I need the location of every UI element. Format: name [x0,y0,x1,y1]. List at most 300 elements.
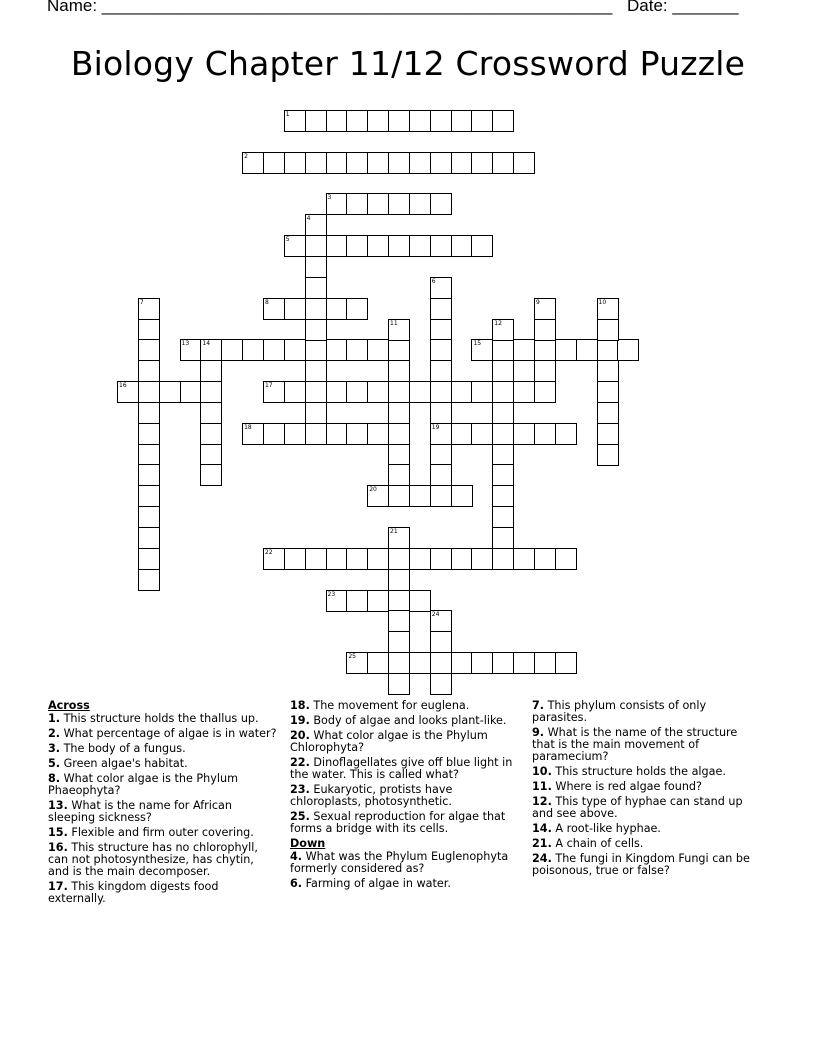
grid-cell[interactable] [534,381,556,403]
grid-cell[interactable] [138,527,160,549]
grid-cell[interactable] [492,381,514,403]
clue-item [290,730,520,754]
clue-item [290,811,520,835]
clue-number: 16 [119,382,127,390]
clue-number: 3 [327,194,332,202]
grid-cell[interactable] [367,548,389,570]
grid-cell[interactable] [388,319,410,341]
grid-cell[interactable] [451,548,473,570]
grid-cell[interactable] [513,652,535,674]
grid-cell[interactable] [305,402,327,424]
clue-item-number: 21. [532,837,552,850]
clue-item-number: 2. [48,727,61,740]
grid-cell[interactable] [492,339,514,361]
grid-cell[interactable] [242,152,264,174]
clue-item [48,842,278,878]
clue-item-number: 1. [48,712,61,725]
grid-cell[interactable] [138,506,160,528]
grid-cell[interactable] [180,339,202,361]
grid-cell[interactable] [409,152,431,174]
grid-cell[interactable] [576,339,598,361]
name-field-label[interactable]: Name: ______________________________________________________ [47,0,613,15]
clue-number: 9 [536,298,540,306]
grid-cell[interactable] [138,444,160,466]
grid-cell[interactable] [409,110,431,132]
grid-cell[interactable] [346,652,368,674]
grid-cell[interactable] [200,360,222,382]
grid-cell[interactable] [409,381,431,403]
down-heading: Down [290,837,326,850]
clue-number: 19 [431,423,440,431]
clue-item-text: Green algae's habitat. [60,757,188,770]
clue-number: 25 [348,653,356,661]
grid-cell[interactable] [430,235,452,257]
grid-cell[interactable] [305,298,327,320]
grid-cell[interactable] [326,110,348,132]
grid-cell[interactable] [305,214,327,236]
grid-cell[interactable] [388,610,410,632]
grid-cell[interactable] [451,235,473,257]
grid-cell[interactable] [492,444,514,466]
grid-cell[interactable] [263,381,285,403]
grid-cell[interactable] [492,402,514,424]
grid-cell[interactable] [430,464,452,486]
grid-cell[interactable] [534,652,556,674]
grid-cell[interactable] [471,423,493,445]
grid-cell[interactable] [492,527,514,549]
grid-cell[interactable] [180,381,202,403]
grid-cell[interactable] [534,360,556,382]
grid-cell[interactable] [159,381,181,403]
grid-cell[interactable] [305,110,327,132]
grid-cell[interactable] [200,464,222,486]
clue-number: 22 [264,548,273,556]
grid-cell[interactable] [451,381,473,403]
grid-cell[interactable] [305,423,327,445]
clue-item-text: The fungi in Kingdom Fungi can be poisonous, true or false? [532,852,750,877]
clue-item-number: 20. [290,729,310,742]
clue-item-number: 13. [48,799,68,812]
clue-item-text: Eukaryotic, protists have chloroplasts, photosynthetic. [290,783,453,808]
grid-cell[interactable] [388,673,410,695]
grid-cell[interactable] [388,193,410,215]
clue-item [48,728,278,740]
grid-cell[interactable] [555,652,577,674]
clue-column-2 [290,700,520,893]
grid-cell[interactable] [492,464,514,486]
grid-cell[interactable] [367,110,389,132]
clue-number: 7 [139,298,144,306]
clue-item-number: 15. [48,826,68,839]
clue-item-text: The body of a fungus. [60,742,186,755]
clue-item-text: Body of algae and looks plant-like. [309,714,507,727]
date-field-label[interactable]: Date: _______ [627,0,739,15]
grid-cell[interactable] [430,444,452,466]
grid-cell[interactable] [597,339,619,361]
grid-cell[interactable] [555,423,577,445]
clue-item-number: 19. [290,714,310,727]
grid-cell[interactable] [451,652,473,674]
clue-item [48,758,278,770]
grid-cell[interactable] [597,444,619,466]
grid-cell[interactable] [597,319,619,341]
grid-cell[interactable] [471,381,493,403]
grid-cell[interactable] [200,444,222,466]
clue-number: 1 [285,111,290,118]
grid-cell[interactable] [388,527,410,549]
clue-number: 11 [390,319,398,327]
grid-cell[interactable] [430,298,452,320]
clue-item-text: What color algae is the Phylum Chlorophyta? [290,729,488,754]
grid-cell[interactable] [388,152,410,174]
grid-cell[interactable] [471,548,493,570]
grid-cell[interactable] [263,339,285,361]
grid-cell[interactable] [284,152,306,174]
grid-cell[interactable] [326,298,348,320]
grid-cell[interactable] [346,298,368,320]
grid-cell[interactable] [430,402,452,424]
clue-item-number: 9. [532,726,545,739]
grid-cell[interactable] [471,235,493,257]
grid-cell[interactable] [346,339,368,361]
grid-cell[interactable] [367,485,389,507]
grid-cell[interactable] [451,423,473,445]
grid-cell[interactable] [388,110,410,132]
clue-item-text: This structure has no chlorophyll, can not photosynthesize, has chytin, and is the main decomposer. [48,841,258,878]
grid-cell[interactable] [388,548,410,570]
grid-cell[interactable] [534,339,556,361]
grid-cell[interactable] [138,339,160,361]
grid-cell[interactable] [388,485,410,507]
clue-number: 15 [473,340,482,348]
grid-cell[interactable] [326,590,348,612]
grid-cell[interactable] [326,339,348,361]
grid-cell[interactable] [430,423,452,445]
grid-cell[interactable] [409,590,431,612]
grid-cell[interactable] [367,652,389,674]
clue-number: 12 [494,319,502,327]
grid-cell[interactable] [326,235,348,257]
grid-cell[interactable] [305,235,327,257]
grid-cell[interactable] [263,423,285,445]
page-title: Biology Chapter 11/12 Crossword Puzzle [70,44,746,83]
grid-cell[interactable] [388,631,410,653]
grid-cell[interactable] [326,548,348,570]
grid-cell[interactable] [284,381,306,403]
grid-cell[interactable] [326,152,348,174]
grid-cell[interactable] [284,548,306,570]
grid-cell[interactable] [200,402,222,424]
grid-cell[interactable] [221,339,243,361]
grid-cell[interactable] [430,485,452,507]
grid-cell[interactable] [200,423,222,445]
grid-cell[interactable] [367,590,389,612]
grid-cell[interactable] [388,235,410,257]
across-heading: Across [48,699,90,712]
grid-cell[interactable] [388,381,410,403]
grid-cell[interactable] [451,152,473,174]
grid-cell[interactable] [138,423,160,445]
grid-cell[interactable] [409,485,431,507]
grid-cell[interactable] [597,381,619,403]
grid-cell[interactable] [138,548,160,570]
clue-item-text: What percentage of algae is in water? [60,727,277,740]
clue-item-number: 7. [532,699,545,712]
grid-cell[interactable] [409,193,431,215]
grid-cell[interactable] [534,298,556,320]
grid-cell[interactable] [451,485,473,507]
clue-number: 23 [327,590,336,598]
grid-cell[interactable] [326,381,348,403]
clue-item-text: This type of hyphae can stand up and see above. [532,795,743,820]
grid-cell[interactable] [305,339,327,361]
grid-cell[interactable] [117,381,139,403]
grid-cell[interactable] [492,110,514,132]
clue-number: 14 [202,340,211,348]
grid-cell[interactable] [492,360,514,382]
grid-cell[interactable] [263,152,285,174]
clue-item-text: What is the name for African sleeping sickness? [48,799,232,824]
clue-item-number: 17. [48,880,68,893]
grid-cell[interactable] [367,339,389,361]
grid-cell[interactable] [200,339,222,361]
grid-cell[interactable] [430,631,452,653]
grid-cell[interactable] [346,423,368,445]
grid-cell[interactable] [513,152,535,174]
clue-item-text: Sexual reproduction for algae that forms a bridge with its cells. [290,810,506,835]
grid-cell[interactable] [284,423,306,445]
grid-cell[interactable] [305,256,327,278]
grid-cell[interactable] [263,548,285,570]
grid-cell[interactable] [471,110,493,132]
clue-item-number: 16. [48,841,68,854]
grid-cell[interactable] [367,193,389,215]
clue-item [290,715,520,727]
grid-cell[interactable] [430,339,452,361]
grid-cell[interactable] [346,235,368,257]
grid-cell[interactable] [430,110,452,132]
clue-item [532,766,762,778]
grid-cell[interactable] [430,193,452,215]
clue-item-text: This kingdom digests food externally. [48,880,219,905]
clue-item-text: The movement for euglena. [309,699,470,712]
grid-cell[interactable] [430,381,452,403]
grid-cell[interactable] [597,423,619,445]
clue-item-number: 4. [290,850,303,863]
grid-cell[interactable] [555,548,577,570]
clue-column-1 [48,700,278,908]
grid-cell[interactable] [346,152,368,174]
grid-cell[interactable] [284,235,306,257]
clue-item [532,796,762,820]
grid-cell[interactable] [305,277,327,299]
clue-item [48,827,278,839]
grid-cell[interactable] [430,319,452,341]
grid-cell[interactable] [534,548,556,570]
grid-cell[interactable] [346,381,368,403]
grid-cell[interactable] [388,402,410,424]
grid-cell[interactable] [492,652,514,674]
grid-cell[interactable] [200,381,222,403]
clue-item-text: This phylum consists of only parasites. [532,699,707,724]
grid-cell[interactable] [430,652,452,674]
clue-item-text: This structure holds the thallus up. [60,712,259,725]
clue-number: 2 [244,152,248,160]
grid-cell[interactable] [388,360,410,382]
grid-cell[interactable] [326,193,348,215]
grid-cell[interactable] [242,339,264,361]
grid-cell[interactable] [305,548,327,570]
clue-number: 10 [598,298,607,306]
grid-cell[interactable] [430,673,452,695]
grid-cell[interactable] [409,548,431,570]
grid-cell[interactable] [367,235,389,257]
grid-cell[interactable] [597,402,619,424]
clue-item-text: A root-like hyphae. [551,822,661,835]
clue-item-number: 11. [532,780,552,793]
grid-cell[interactable] [138,360,160,382]
grid-cell[interactable] [305,381,327,403]
grid-cell[interactable] [534,423,556,445]
grid-cell[interactable] [555,339,577,361]
clue-item-text: A chain of cells. [551,837,644,850]
clue-item-number: 12. [532,795,552,808]
grid-cell[interactable] [388,423,410,445]
grid-cell[interactable] [367,381,389,403]
grid-cell[interactable] [346,193,368,215]
grid-cell[interactable] [513,339,535,361]
clue-item [532,700,762,724]
clue-number: 8 [264,298,269,306]
grid-cell[interactable] [284,110,306,132]
grid-cell[interactable] [138,485,160,507]
grid-cell[interactable] [388,652,410,674]
grid-cell[interactable] [388,444,410,466]
clue-number: 20 [369,486,377,494]
grid-cell[interactable] [138,464,160,486]
clue-item [290,757,520,781]
grid-cell[interactable] [305,319,327,341]
clue-item-number: 6. [290,877,303,890]
grid-cell[interactable] [346,548,368,570]
clue-item [48,773,278,797]
grid-cell[interactable] [388,590,410,612]
grid-cell[interactable] [597,298,619,320]
grid-cell[interactable] [492,485,514,507]
grid-cell[interactable] [367,423,389,445]
clue-number: 4 [306,215,311,223]
grid-cell[interactable] [346,590,368,612]
clue-number: 17 [264,382,273,390]
grid-cell[interactable] [367,152,389,174]
grid-cell[interactable] [430,548,452,570]
clue-item-text: Where is red algae found? [551,780,702,793]
clue-item-number: 24. [532,852,552,865]
clue-number: 18 [244,423,252,431]
grid-cell[interactable] [492,506,514,528]
clue-item [290,851,520,875]
grid-cell[interactable] [617,339,639,361]
grid-cell[interactable] [305,152,327,174]
grid-cell[interactable] [326,423,348,445]
grid-cell[interactable] [388,339,410,361]
grid-cell[interactable] [388,569,410,591]
grid-cell[interactable] [471,152,493,174]
grid-cell[interactable] [138,381,160,403]
clue-item-text: What was the Phylum Euglenophyta formerly considered as? [290,850,509,875]
clue-item [532,727,762,763]
clue-item-text: Flexible and firm outer covering. [67,826,254,839]
clue-item [290,700,520,712]
clue-item-text: Dinoflagellates give off blue light in the water. This is called what? [290,756,513,781]
clue-item [532,823,762,835]
clue-item [290,878,520,890]
clue-item-number: 10. [532,765,552,778]
grid-cell[interactable] [138,319,160,341]
clue-item-number: 25. [290,810,310,823]
clue-item-number: 3. [48,742,61,755]
clue-item [48,881,278,905]
grid-cell[interactable] [305,360,327,382]
grid-cell[interactable] [138,298,160,320]
clue-item [48,713,278,725]
grid-cell[interactable] [430,277,452,299]
grid-cell[interactable] [513,381,535,403]
clue-item-number: 8. [48,772,61,785]
clue-column-3 [532,700,762,880]
grid-cell[interactable] [388,464,410,486]
grid-cell[interactable] [492,319,514,341]
grid-cell[interactable] [346,110,368,132]
grid-cell[interactable] [430,360,452,382]
clue-item-text: What is the name of the structure that is the main movement of paramecium? [532,726,738,763]
grid-cell[interactable] [409,652,431,674]
grid-cell[interactable] [534,319,556,341]
grid-cell[interactable] [597,360,619,382]
grid-cell[interactable] [492,423,514,445]
grid-cell[interactable] [284,339,306,361]
grid-cell[interactable] [409,235,431,257]
grid-cell[interactable] [263,298,285,320]
grid-cell[interactable] [284,298,306,320]
clue-number: 21 [390,528,398,535]
grid-cell[interactable] [471,339,493,361]
grid-cell[interactable] [492,152,514,174]
grid-cell[interactable] [430,610,452,632]
grid-cell[interactable] [471,652,493,674]
clue-number: 5 [285,236,290,244]
grid-cell[interactable] [513,423,535,445]
clue-item [48,743,278,755]
grid-cell[interactable] [513,548,535,570]
clue-item-number: 14. [532,822,552,835]
grid-cell[interactable] [451,110,473,132]
clue-item [532,853,762,877]
clue-item [532,838,762,850]
clue-item-number: 5. [48,757,61,770]
clue-item [48,800,278,824]
grid-cell[interactable] [242,423,264,445]
clue-item-text: This structure holds the algae. [551,765,726,778]
grid-cell[interactable] [138,402,160,424]
clue-item [532,781,762,793]
clue-number: 6 [431,277,436,285]
clue-item-number: 22. [290,756,310,769]
clue-number: 24 [431,611,440,619]
grid-cell[interactable] [430,152,452,174]
grid-cell[interactable] [492,548,514,570]
grid-cell[interactable] [138,569,160,591]
